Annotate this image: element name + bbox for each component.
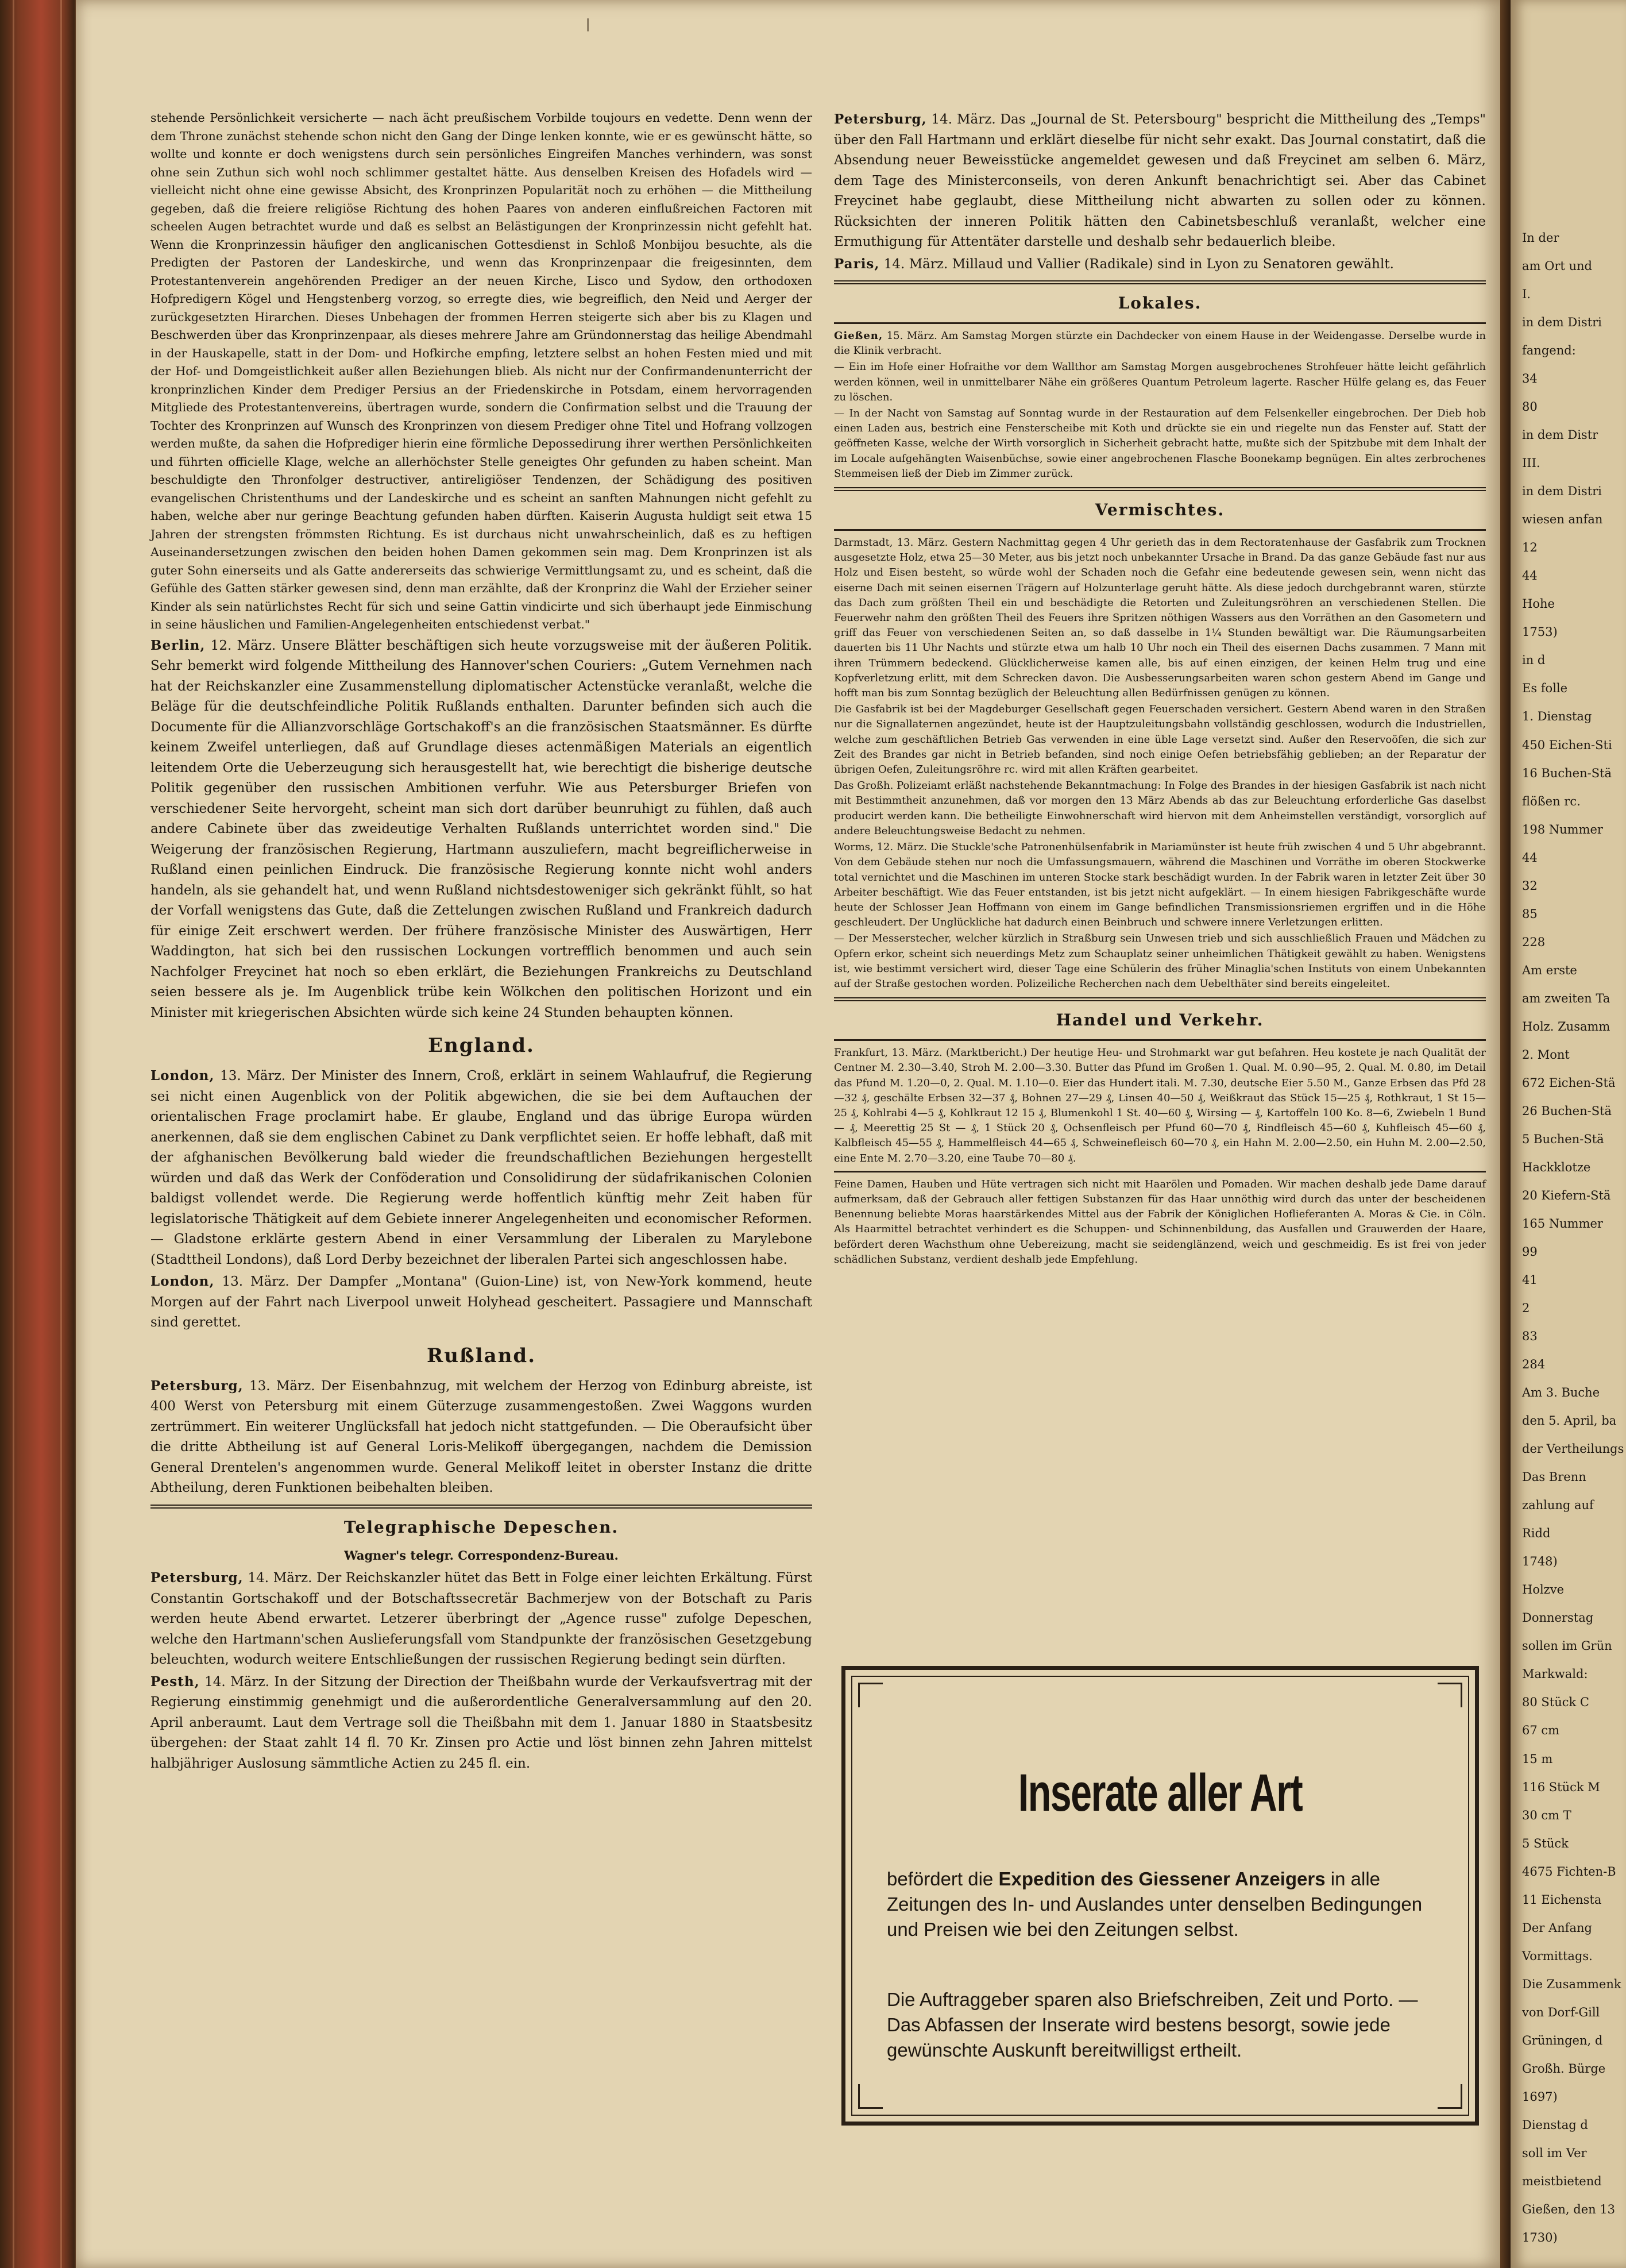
ornament-corner: [1438, 1683, 1462, 1707]
heading-telegraphische-depeschen: Telegraphische Depeschen.: [343, 1517, 619, 1537]
book-gutter: [1500, 0, 1511, 2268]
petersburg-text: 14. März. Der Reichskanzler hütet das Bett in Folge einer leichten Erkältung. Fürst Constantin Gortschakoff und der Botschaftssecretär Bachmerjew von der Botschaft zu Paris werden heute Abend erwartet. Letzerer überbringt der „Agence russe" zufolge Depeschen, welche den Hartmann'schen Auslieferungsfall vom Standpunkte der französischen Gesetzgebung beleuchten, wodurch weitere Entschließungen der russischen Regierung bedingt sein dürften.: [150, 1571, 813, 1667]
paris-text: 14. März. Millaud und Vallier (Radikale) sind in Lyon zu Senatoren gewählt.: [883, 256, 1394, 272]
dateline-london: London,: [150, 1068, 215, 1083]
facing-page-text: 5 Buchen-Stä: [1522, 1132, 1604, 1146]
facing-page-text: 12: [1522, 541, 1538, 554]
spine-edge: [13, 0, 14, 2268]
paris-article: [834, 254, 1486, 275]
facing-page-text: in dem Distri: [1522, 484, 1602, 498]
heading-russland: Rußland.: [426, 1344, 536, 1367]
facing-page-text: 15 m: [1522, 1752, 1553, 1766]
facing-page-text: 11 Eichensta: [1522, 1893, 1602, 1907]
facing-page-text: Die Zusammenk: [1522, 1977, 1621, 1991]
book-spine: [0, 0, 75, 2268]
facing-page-text: 2. Mont: [1522, 1048, 1570, 1062]
facing-page-text: 1. Dienstag: [1522, 709, 1592, 723]
left-column: [150, 109, 812, 1775]
facing-page-text: 80 Stück C: [1522, 1695, 1589, 1709]
facing-page-text: fangend:: [1522, 344, 1576, 357]
facing-page-text: 5 Stück: [1522, 1837, 1569, 1850]
facing-page-text: Vormittags.: [1522, 1949, 1593, 1963]
facing-page-text: 2: [1522, 1301, 1530, 1315]
london-article: [150, 1271, 812, 1333]
heading-vermischtes: Vermischtes.: [1095, 500, 1225, 520]
facing-page-text: der Vertheilungs: [1522, 1442, 1624, 1456]
pesth-text: 14. März. In der Sitzung der Direction der Theißbahn wurde der Verkaufsvertrag mit der Regierung einstimmig genehmigt und die außerordentliche Generalversammlung auf den 20. April anberaumt. Laut dem Vertrage soll die Theißbahn mit dem 1. Januar 1880 in Staatsbesitz übergehen: der Staat zahlt 14 fl. 70 Kr. Zinsen pro Actie und löst binnen zehn Jahren mittelst halbjähriger Auslosung sämmtliche Actien zu 245 fl. ein.: [150, 1674, 813, 1771]
dateline-petersburg: Petersburg,: [150, 1378, 244, 1394]
ad-expedition-name: Expedition des Giessener Anzeigers: [998, 1868, 1326, 1889]
spine-edge: [60, 0, 62, 2268]
facing-page-text: 44: [1522, 851, 1538, 865]
facing-page-text: 198 Nummer: [1522, 823, 1603, 836]
facing-page-text: 672 Eichen-Stä: [1522, 1076, 1616, 1090]
facing-page-text: flößen rc.: [1522, 794, 1581, 808]
advertisement-body: [887, 1866, 1434, 1942]
facing-page-text: 30 cm T: [1522, 1808, 1571, 1822]
facing-page-text: in dem Distr: [1522, 428, 1598, 442]
facing-page-text: 34: [1522, 372, 1538, 385]
dateline-paris: Paris,: [834, 256, 880, 272]
london-text: 13. März. Der Minister des Innern, Croß, erklärt in seinem Wahlaufruf, die Regierung sei nicht einen Augenblick von der Politik abgewichen, die sie bei dem Auftauchen der orientalischen Frage proclamirt habe. Er glaube, England und das übrige Europa würden anerkennen, daß sie dem englischen Cabinet zu Dank verpflichtet seien. Er hoffe lebhaft, daß mit der afghanischen Bevölkerung bald wieder die freundschaftlichen Beziehungen hergestellt würden und daß das Werk der Conföderation und Consolidirung der südafrikanischen Colonien baldigst vollendet werde. Die Regierung werde hoffentlich künftig mehr Zeit haben für legislatorische Thätigkeit auf dem Gebiete innerer Angelegenheiten und economischer Reformen. — Gladstone erklärte gestern Abend in einer Versammlung der Liberalen zu Marylebone (Stadttheil Londons), daß Lord Derby bezeichnet der liberalen Partei sich angeschlossen habe.: [150, 1069, 813, 1267]
heading-handel-und-verkehr: Handel und Verkehr.: [1056, 1010, 1264, 1030]
section-divider: [834, 997, 1486, 1001]
petersburg-article: [150, 1568, 812, 1671]
dateline-giessen: Gießen,: [834, 330, 883, 342]
facing-page-text: Es folle: [1522, 681, 1568, 695]
facing-page-text: 284: [1522, 1357, 1546, 1371]
petersburg-article: [150, 1376, 812, 1499]
facing-page-text: Am erste: [1522, 963, 1577, 977]
facing-page-text: 1753): [1522, 625, 1558, 639]
berlin-text: 12. März. Unsere Blätter beschäftigen sich heute vorzugsweise mit der äußeren Politik. Sehr bemerkt wird folgende Mittheilung des Hannover'schen Couriers: „Gutem Vernehmen nach hat der Reichskanzler eine Zusammenstellung diplomatischer Actenstücke veranlaßt, welche die Beläge für die deutschfeindliche Politik Rußlands enthalten. Darunter befinden sich auch die Documente für die Allianzvorschläge Gortschakoff's an die französischen Staatsmänner. Es dürfte keinem Zweifel unterliegen, daß auf Grundlage dieses actenmäßigen Materials an eigentlich leitendem Orte die Ueberzeugung sich herausgestellt hat, wie berechtigt die bisherige deutsche Politik gegenüber den russischen Ambitionen verfuhr. Wie aus Petersburger Briefen von verschiedener Seite hervorgeht, scheint man sich dort darüber beunruhigt zu fühlen, daß auch andere Cabinete über das zweideutige Verhalten Rußlands unterrichtet worden sind." Die Weigerung der französischen Regierung, Hartmann auszuliefern, macht begreiflicherweise in Rußland einen peinlichen Eindruck. Die französische Regierung konnte nicht wohl anders handeln, als sie gehandelt hat, und wenn Rußland nichtsdestoweniger sich gekränkt fühlt, so hat der Vorfall wenigstens das Gute, daß die Zettelungen zwischen Rußland und Frankreich dadurch für einige Zeit erschwert werden. Der frühere französische Minister des Auswärtigen, Herr Waddington, hat sich bei den russischen Lockungen vortrefflich benommen und auch sein Nachfolger Freycinet hat noch so eben erklärt, die Beziehungen Frankreichs zu Deutschland seien bessere als je. Im Augenblick trübe kein Wölkchen den politischen Horizont und ein Minister mit kriegerischen Absichten würde sich keine 24 Stunden behaupten können.: [150, 638, 812, 1020]
section-divider: [834, 1039, 1486, 1041]
ornament-corner: [1438, 2084, 1462, 2109]
facing-page-fragment: [1511, 0, 1626, 2268]
petersburg-article: [834, 109, 1486, 253]
section-divider: [834, 529, 1486, 531]
facing-page-text: 4675 Fichten-B: [1522, 1865, 1616, 1879]
facing-page-text: meistbietend: [1522, 2174, 1602, 2188]
facing-page-text: Das Brenn: [1522, 1470, 1586, 1484]
giessen-text: 15. März. Am Samstag Morgen stürzte ein Dachdecker von einem Hause in der Weidengasse. Derselbe wurde in die Klinik verbracht.: [834, 330, 1486, 357]
petersburg-text: 13. März. Der Eisenbahnzug, mit welchem der Herzog von Edinburg abreiste, ist 400 Werst von Petersburg mit einem Güterzuge zusammengestoßen. Zwei Waggons wurden zertrümmert. Ein weiterer Unglücksfall hat jedoch nicht stattgefunden. — Die Oberaufsicht über die dritte Abtheilung ist auf General Loris-Melikoff übergegangen, nachdem die Demission General Drentelen's angenommen wurde. General Melikoff leitet in oberster Instanz die dritte Abtheilung, deren Funktionen beibehalten bleiben.: [150, 1378, 812, 1495]
section-divider: [834, 487, 1486, 491]
facing-page-text: 1730): [1522, 2231, 1558, 2244]
facing-page-text: 165 Nummer: [1522, 1217, 1603, 1231]
section-divider: [834, 280, 1486, 284]
section-divider: [834, 1171, 1486, 1172]
facing-page-text: In der: [1522, 231, 1559, 245]
facing-page-text: 67 cm: [1522, 1723, 1560, 1737]
facing-page-text: Großh. Bürge: [1522, 2062, 1606, 2076]
facing-page-text: 99: [1522, 1245, 1538, 1259]
heading-england: England.: [428, 1034, 535, 1057]
facing-page-text: Gießen, den 13: [1522, 2203, 1616, 2216]
subheading-bureau: Wagner's telegr. Correspondenz-Bureau.: [344, 1548, 619, 1563]
vermischtes-article: Das Großh. Polizeiamt erläßt nachstehende Bekanntmachung: In Folge des Brandes in der hiesigen Gasfabrik ist nach nicht mit Bestimmtheit anzunehmen, daß vor morgen den 13 März Abends ab das zur Beleuchtung erforderliche Gas daselbst producirt werden kann. Die betheiligte Einwohnerschaft wird hiervon mit dem Anheimstellen verständigt, vorsorglich auf andere Beleuchtungsweise Bedacht zu nehmen.: [834, 780, 1486, 837]
lokales-article: [834, 329, 1486, 358]
facing-page-text: Dienstag d: [1522, 2118, 1588, 2132]
facing-page-text: 1748): [1522, 1555, 1558, 1568]
facing-page-text: 228: [1522, 935, 1546, 949]
facing-page-text: den 5. April, ba: [1522, 1414, 1617, 1428]
facing-page-text: 16 Buchen-Stä: [1522, 766, 1612, 780]
berlin-article: [150, 635, 812, 1024]
heading-lokales: Lokales.: [1118, 294, 1202, 313]
right-column: [834, 109, 1486, 1268]
dateline-petersburg: Petersburg,: [150, 1570, 244, 1586]
facing-page-text: 116 Stück M: [1522, 1780, 1600, 1794]
dateline-pesth: Pesth,: [150, 1673, 200, 1690]
facing-page-text: 85: [1522, 907, 1538, 921]
ad-text: befördert die: [887, 1868, 999, 1889]
vermischtes-article: Darmstadt, 13. März. Gestern Nachmittag gegen 4 Uhr gerieth das in dem Rectoratenhause der Gasfabrik zum Trocknen ausgesetzte Holz, etwa 25—30 Meter, aus bis jetzt noch unbekannter Ursache in Brand. Da das ganze Gebäude fast nur aus Holz und Eisen besteht, so würde wohl der Schaden noch die Gefahr eine bedeutende gewesen sein, wenn nicht das eiserne Dach mit seinen eisernen Trägern auf Holzunterlage geruht hätte. Als diese jedoch durchgebrannt waren, stürzte das Dach zum größten Theil ein und beschädigte die Retorten und Zuleitungsröhren an verschiedenen Stellen. Die Feuerwehr nahm den größten Theil des Feuers ihre Spritzen nöthigen Wassers aus den Vorräthen an den Gasometern und griff das Feuer von verschiedenen Seiten an, so daß dasselbe in 1¼ Stunden bewältigt war. Die Räumungsarbeiten dauerten bis 11 Uhr Nachts und stürzte etwa um halb 10 Uhr noch ein Theil des eisernen Dachs zusammen. 7 Mann mit ihren Trümmern bedeckend. Glücklicherweise kamen alle, bis auf einen einzigen, der keinen Helm trug und eine Kopfverletzung erlitt, mit dem Schrecken davon. Die Ausbesserungsarbeiten waren schon gestern Abend im Gange und hofft man bis zum Sonntag bezüglich der Beleuchtung allen Bedürfnissen genügen zu können.: [834, 537, 1486, 700]
facing-page-text: Donnerstag: [1522, 1611, 1594, 1625]
advertisement-inner-frame: [851, 1676, 1469, 2116]
facing-page-text: III.: [1522, 456, 1540, 470]
facing-page-text: Holzve: [1522, 1583, 1565, 1596]
facing-page-text: 83: [1522, 1329, 1538, 1343]
facing-page-text: 80: [1522, 400, 1538, 414]
advertisement-body: Die Auftraggeber sparen also Briefschreiben, Zeit und Porto. — Das Abfassen der Inserate wird bestens besorgt, sowie jede gewünschte Auskunft bereitwilligst ertheilt.: [887, 1989, 1418, 2061]
vermischtes-article: Die Gasfabrik ist bei der Magdeburger Gesellschaft gegen Feuerschaden versichert. Gestern Abend waren in den Straßen nur die Signallaternen angezündet, heute ist der Hauptzuleitungsbahn vollständig geschlossen, wodurch die Industriellen, welche zum geschäftlichen Betrieb Gas verwenden in eine üble Lage versetzt sind. Außer den Reservoöfen, die sich zur Zeit des Brandes gar nicht in Betrieb befanden, sind noch einige Oefen betriebsfähig geblieben; an der Reparatur der übrigen Oefen, Zuleitungsröhre rc. wird mit allen Kräften gearbeitet.: [834, 703, 1486, 776]
ad-text: in alle Zeitungen des In- und Auslandes unter denselben Bedingungen und Preisen wie bei den Zeitungen selbst.: [887, 1868, 1423, 1940]
vermischtes-article: — Der Messerstecher, welcher kürzlich in Straßburg sein Unwesen trieb und sich ausschließlich Frauen und Mädchen zu Opfern erkor, scheint sich neuerdings Metz zum Schauplatz seiner unheimlichen Thätigkeit gewählt zu haben. Wenigstens ist, wie bestimmt versichert wird, dieser Tage eine Schülerin des früher Minaglia'schen Instituts von einem Unbekannten auf der Straße gestochen worden. Polizeiliche Recherchen nach dem Uebelthäter sind bereits eingeleitet.: [834, 932, 1486, 990]
facing-page-text: Hohe: [1522, 597, 1555, 611]
lokales-article: — In der Nacht von Samstag auf Sonntag wurde in der Restauration auf dem Felsenkeller eingebrochen. Der Dieb hob einen Laden aus, bestrich eine Fensterscheibe mit Koth und drückte sie ein und riegelte nun das Fenster auf. Statt der geöffneten Kasse, welche der Wirth vorsorglich in Sicherheit gebracht hatte, mußte sich der Spitzbube mit dem Inhalt der im Locale aufgehängten Waisenbüchse, sowie einer angebrochenen Flasche Boonekamp begnügen. Ein altes zerbrochenes Stemmeisen ließ der Dieb im Zimmer zurück.: [834, 407, 1486, 480]
dateline-berlin: Berlin,: [150, 637, 206, 653]
facing-page-text: Ridd: [1522, 1526, 1551, 1540]
facing-page-text: 20 Kiefern-Stä: [1522, 1189, 1611, 1202]
advertorial-text: Feine Damen, Hauben und Hüte vertragen sich nicht mit Haarölen und Pomaden. Wir machen deshalb jede Dame darauf aufmerksam, daß der Gebrauch aller fettigen Substanzen für das Haar unnöthig wird durch das unter der bescheidenen Benennung beliebte Moras haarstärkendes Mittel aus der Fabrik der Königlichen Hoflieferanten A. Moras & Cie. in Cöln. Als Haarmittel betrachtet verhindert es die Schuppen- und Schinnenbildung, das Ausfallen und Grauwerden der Haare, befördert deren Wachsthum ohne Uebereizung, macht sie seidenglänzend, weich und geschmeidig. Es ist frei von jeder schädlichen Substanz, verdient deshalb jede Empfehlung.: [834, 1178, 1486, 1266]
advertisement-box: [841, 1666, 1479, 2126]
section-divider: [834, 322, 1486, 324]
facing-page-text: am zweiten Ta: [1522, 992, 1610, 1005]
facing-page-text: 32: [1522, 879, 1538, 893]
facing-page-text: soll im Ver: [1522, 2146, 1587, 2160]
facing-page-text: Am 3. Buche: [1522, 1386, 1600, 1399]
vermischtes-article: Worms, 12. März. Die Stuckle'sche Patronenhülsenfabrik in Mariamünster ist heute früh zwischen 4 und 5 Uhr abgebrannt. Von dem Gebäude stehen nur noch die Umfassungsmauern, während die Maschinen und Vorräthe im oberen Stockwerke total vernichtet und die Maschinen im unteren Stocke stark beschädigt wurden. In der Fabrik waren in letzter Zeit über 30 Arbeiter beschäftigt. Wie das Feuer entstanden, ist bis jetzt nicht aufgeklärt. — In einem hiesigen Fabrikgeschäfte wurde heute der Schlosser Jean Hoffmann von einem im Gange befindlichen Transmissionsriemen ergriffen und in die Höhe geschleudert. Der Unglückliche hat dadurch einen Beinbruch und schwere innere Verletzungen erlitten.: [834, 841, 1486, 929]
petersburg-text: 14. März. Das „Journal de St. Petersbourg" bespricht die Mittheilung des „Temps" über den Fall Hartmann und erklärt dieselbe für nicht sehr exakt. Das Journal constatirt, daß die Absendung neuer Beweisstücke angemeldet gewesen und daß Freycinet am selben 6. März, dem Tage des Ministerconseils, von deren Ankunft benachrichtigt sei. Aber das Cabinet Freycinet habe geglaubt, diese Mittheilung nicht abwarten zu sollen oder zu können. Rücksichten der inneren Politik hätten den Cabinetsbeschluß veranlaßt, welcher eine Ermuthigung für Attentäter darstelle und deshalb sehr bedauerlich bleibe.: [834, 112, 1486, 249]
dateline-london: London,: [150, 1274, 215, 1289]
section-divider: [150, 1505, 812, 1509]
advertisement-title: Inserate aller Art: [1018, 1764, 1303, 1822]
kronprinz-article: stehende Persönlichkeit versicherte — nach ächt preußischem Vorbilde toujours en vedette. Denn wenn der dem Throne zunächst stehende schon nicht den Gang der Dinge lenken konnte, wie er es gewünscht hätte, so wollte und konnte er doch wenigstens durch sein persönliches Eingreifen Manches verhindern, was sonst ohne sein Zuthun sich wohl noch schlimmer gestaltet hätte. Aus denselben Kreisen des Hofadels wird — vielleicht nicht ohne eine gewisse Absicht, des Kronprinzen Popularität noch zu erhöhen — die Mittheilung gegeben, daß die freiere religiöse Richtung des hohen Paares von anderen einflußreichen Factoren mit scheelen Augen betrachtet wurde und daß es selbst an Belästigungen der Kronprinzessin nicht gefehlt hat. Wenn die Kronprinzessin häufiger den anglicanischen Gottesdienst in Schloß Monbijou besuchte, als die Predigten der Pastoren der Landeskirche, und wenn das Kronprinzenpaar die freigesinnten, dem Protestantenverein angehörenden Prediger an der neuen Kirche, Lisco und Sydow, den orthodoxen Hofpredigern Kögel und Hengstenberg vorzog, so erregte dies, wie begreiflich, den Neid und Aerger der zurückgesetzten Hirarchen. Dieses Unbehagen der frommen Herren steigerte sich aber bis zu Klagen und Beschwerden über das Kronprinzenpaar, als dieses mehrere Jahre am Gründonnerstag das heilige Abendmahl in der Hauskapelle, statt in der Dom- und Hofkirche empfing, letztere selbst an hohen Festen mied und mit der Hof- und Domgeistlichkeit außer allen Beziehungen blieb. Als nicht nur der Confirmandenunterricht der kronprinzlichen Kinder dem Prediger Persius an der Friedenskirche in Potsdam, einem hervorragenden Mitgliede des Protestantenvereins, übertragen wurde, sondern die Confirmation selbst und die Trauung der Tochter des Kronprinzen auf Wunsch des Kronprinzen von diesem Prediger ohne Titel und Hofrang vollzogen werden mußte, da sahen die Hofprediger hierin eine förmliche Depossedirung ihrer werthen Persönlichkeiten und führten officielle Klage, welche an allerhöchster Stelle geneigtes Ohr gefunden zu haben scheint. Man beschuldigte den Thronfolger destructiver, antireligiöser Tendenzen, der Schädigung des positiven evangelischen Christenthums und der Landeskirche und es scheint an sanften Mahnungen nicht gefehlt zu haben, welche aber nur geringe Beachtung gefunden haben dürften. Kaiserin Augusta huldigt seit etwa 15 Jahren der strengsten frömmsten Richtung. Es ist durchaus nicht unwahrscheinlich, daß es zu heftigen Auseinandersetzungen zwischen den beiden hohen Damen gekommen sein mag. Dem Kronprinzen ist als guter Sohn einerseits und als Gatte andererseits das schwierige Vermittlungsamt zu, und es scheint, daß die Gefühle des Gatten stärker gewesen sind, denn man erzählte, daß der Kronprinz die Wahl der Erzieher seiner Kinder als sein natürlichstes Recht für sich und seine Gattin vindicirte und sich überhaupt jede Einmischung in seine häuslichen und Familien-Angelegenheiten entschiedenst verbat.": [150, 111, 812, 631]
facing-page-text: Hackklotze: [1522, 1160, 1591, 1174]
facing-page-text: 44: [1522, 569, 1538, 583]
facing-page-text: 26 Buchen-Stä: [1522, 1104, 1612, 1118]
facing-page-text: 1697): [1522, 2090, 1558, 2104]
pesth-article: [150, 1672, 812, 1775]
facing-page-text: I.: [1522, 287, 1531, 301]
market-report: Frankfurt, 13. März. (Marktbericht.) Der heutige Heu- und Strohmarkt war gut befahren. Heu kostete je nach Qualität der Centner M. 2.30—3.40, Stroh M. 2.00—3.30. Butter das Pfund im Großen 1. Qual. M. 0.90—95, 2. Qual. M. 0.80, im Detail das Pfund M. 1.20—0, 2. Qual. M. 1.10—0. Eier das Hundert itali. M. 7.30, deutsche Eier 5.50 M., Ganze Erbsen das Pfd 28—32 ₰, geschälte Erbsen 32—37 ₰, Bohnen 27—29 ₰, Linsen 40—50 ₰, Weißkraut das Stück 15—25 ₰, Rothkraut, 1 St 15—25 ₰, Kohlrabi 4—5 ₰, Kohlkraut 12 15 ₰, Blumenkohl 1 St. 40—60 ₰, Wirsing — ₰, Kartoffeln 100 Ko. 8—6, Zwiebeln 1 Bund — ₰, Meerettig 25 St — ₰, 1 Stück 20 ₰, Ochsenfleisch per Pfund 60—70 ₰, Rindfleisch 45—60 ₰, Kuhfleisch 45—60 ₰, Kalbfleisch 45—55 ₰, Hammelfleisch 44—65 ₰, Schweinefleisch 60—70 ₰, ein Hahn M. 2.00—2.50, ein Huhn M. 2.00—2.50, eine Ente M. 2.70—3.20, eine Taube 70—80 ₰.: [834, 1047, 1486, 1164]
facing-page-text: Der Anfang: [1522, 1921, 1592, 1935]
facing-page-text: am Ort und: [1522, 259, 1592, 273]
dateline-petersburg: Petersburg,: [834, 111, 927, 127]
ornament-corner: [858, 2084, 883, 2109]
london-text: 13. März. Der Dampfer „Montana" (Guion-Line) ist, von New-York kommend, heute Morgen auf der Fahrt nach Liverpool unweit Holyhead gescheitert. Passagiere und Mannschaft sind gerettet.: [150, 1274, 813, 1330]
facing-page-text: 450 Eichen-Sti: [1522, 738, 1612, 752]
facing-page-text: Holz. Zusamm: [1522, 1020, 1610, 1033]
facing-page-text: in d: [1522, 653, 1546, 667]
facing-page-text: in dem Distri: [1522, 315, 1602, 329]
facing-page-text: zahlung auf: [1522, 1498, 1594, 1512]
facing-page-text: Markwald:: [1522, 1667, 1588, 1681]
london-article: [150, 1066, 812, 1270]
facing-page-text: sollen im Grün: [1522, 1639, 1612, 1653]
ornament-corner: [858, 1683, 883, 1707]
facing-page-text: von Dorf-Gill: [1522, 2005, 1600, 2019]
facing-page-text: 41: [1522, 1273, 1538, 1287]
facing-page-text: Grüningen, d: [1522, 2034, 1603, 2047]
facing-page-text: wiesen anfan: [1522, 512, 1603, 526]
page-marker: |: [586, 17, 590, 32]
lokales-article: — Ein im Hofe einer Hofraithe vor dem Wallthor am Samstag Morgen ausgebrochenes Strohfeuer hätte leicht gefährlich werden können, weil in unmittelbarer Nähe ein größeres Quantum Petroleum lagerte. Rascher Hülfe gelang es, das Feuer zu löschen.: [834, 361, 1486, 403]
